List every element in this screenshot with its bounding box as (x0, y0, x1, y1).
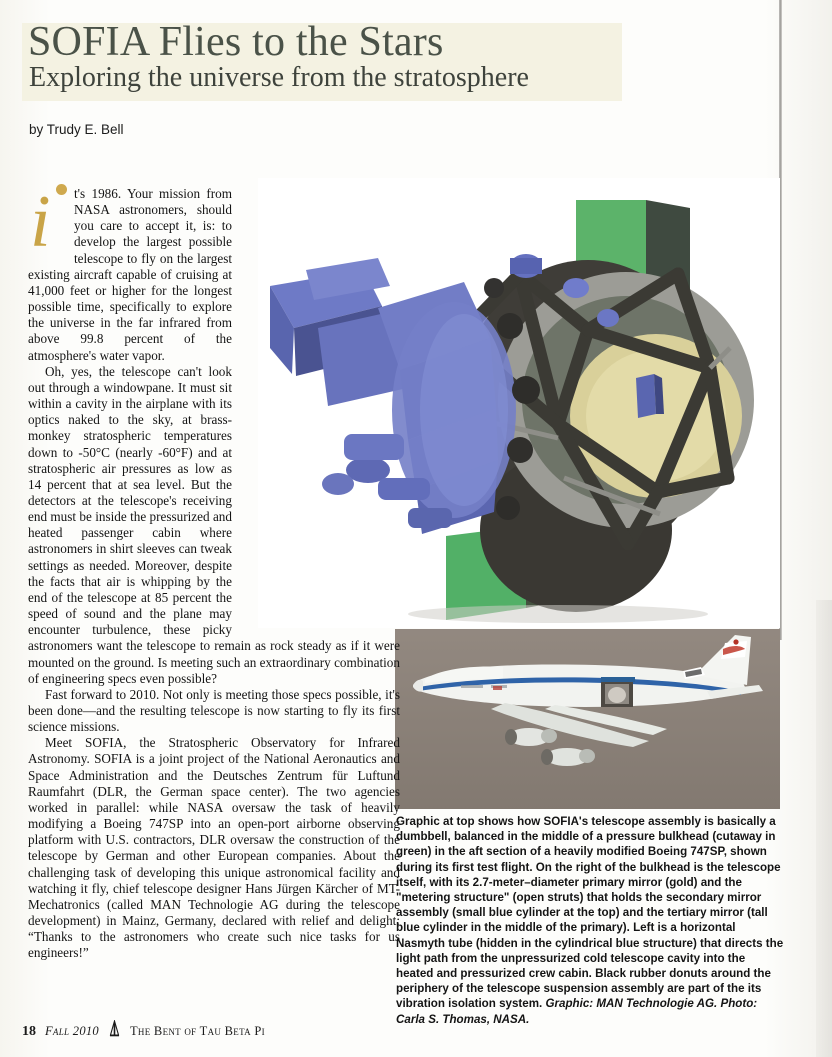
page-number: 18 (22, 1024, 36, 1039)
page-title: SOFIA Flies to the Stars (28, 19, 444, 65)
boeing-747sp-illustration (395, 629, 780, 809)
article-body (28, 181, 400, 962)
article-paragraph: Fast forward to 2010. Not only is meeting those specs possible, it's been done—and the resulting telescope is now starting to fly its first science missions. (28, 686, 400, 735)
issue-label: Fall 2010 (45, 1024, 99, 1038)
bent-emblem-glyph (108, 1020, 121, 1037)
figure-caption (396, 814, 784, 1027)
article-paragraph: Meet SOFIA, the Stratospheric Observatory for Infrared Astronomy. SOFIA is a joint project of the National Aeronautics and Space Administration and the Deutsches Zentrum für Luftund Raumfahrt (DLR, the German space center). The two agencies worked in parallel: while NASA oversaw the task of heavily modifying a Boeing 747SP into an open-port airborne observing platform with U.S. contractors, DLR oversaw the construction of the telescope by German and other European companies. About the challenging task of developing this unique astronomical facility and watching it fly, chief telescope designer Hans Jürgen Kärcher of MT-Mechatronics (called MAN Technologie AG during the telescope development) in Mainz, Germany, declared with relief and delight: “Thanks to the astronomers who create such nice tasks for us engineers!” (28, 735, 400, 961)
dropcap-dot-icon (56, 184, 67, 195)
article-paragraph: Oh, yes, the telescope can't look out through a windowpane. It must sit within a cavity in the airplane with its optics naked to the sky, at brass-monkey stratospheric temperatures down to -50°C (nearly -60°F) and at stratospheric air pressures as low as 14 percent that at sea level. But the detectors at the telescope's receiving end must be inside the pressurized and heated passenger cabin where astronomers in shirt sleeves can tweak settings as needed. Moreover, despite the facts that air is whipping by the end of the telescope at 85 percent the speed of sound and the plane may encounter turbulence, these picky astronomers want the telescope to remain as rock steady as if it were mounted on the ground. Is meeting such an extraordinary combination of engineering specs even possible? (28, 363, 400, 686)
scan-edge-shadow-right (816, 600, 832, 1057)
article-paragraph: t's 1986. Your mission from NASA astronomers, should you care to accept it, is: to develop the largest possible telescope to fly on the largest existing aircraft capable of cruising at 41,000 feet or higher for the longest possible time, specifically to explore the universe in the far infrared from above 99.8 percent of the atmosphere's water vapor. (28, 186, 232, 363)
byline: by Trudy E. Bell (29, 122, 124, 137)
caption-body: Graphic at top shows how SOFIA's telescope assembly is basically a dumbbell, balanced in the middle of a pressure bulkhead (cutaway in green) in the aft section of a heavily modified Boeing 747SP, shown during its first test flight. On the right of the bulkhead is the telescope itself, with its 2.7-meter–diameter primary mirror (gold) and the "metering structure" (open struts) that holds the secondary mirror assembly (small blue cylinder at the top) and the tertiary mirror (tall blue cylinder in the middle of the primary). Left is a horizontal Nasmyth tube (hidden in the cylindrical blue structure) that directs the light path from the unpressurized cold telescope cavity into the heated and pressurized crew cabin. Black rubber donuts around the periphery of the telescope suspension assembly are part of the its vibration isolation system. (396, 815, 784, 1011)
caption-credit: Graphic: MAN Technologie AG. Photo: Carla S. Thomas, NASA. (396, 997, 758, 1026)
graphic-text-wrap-spacer (232, 186, 400, 638)
page-subtitle: Exploring the universe from the stratosphere (29, 62, 529, 93)
bent-emblem-icon (108, 1020, 121, 1037)
page-footer (22, 1018, 265, 1040)
dropcap-container (28, 181, 74, 263)
aircraft-photo (395, 629, 780, 809)
publication-name: The Bent of Tau Beta Pi (129, 1024, 265, 1038)
dropcap-letter: i (30, 181, 51, 263)
